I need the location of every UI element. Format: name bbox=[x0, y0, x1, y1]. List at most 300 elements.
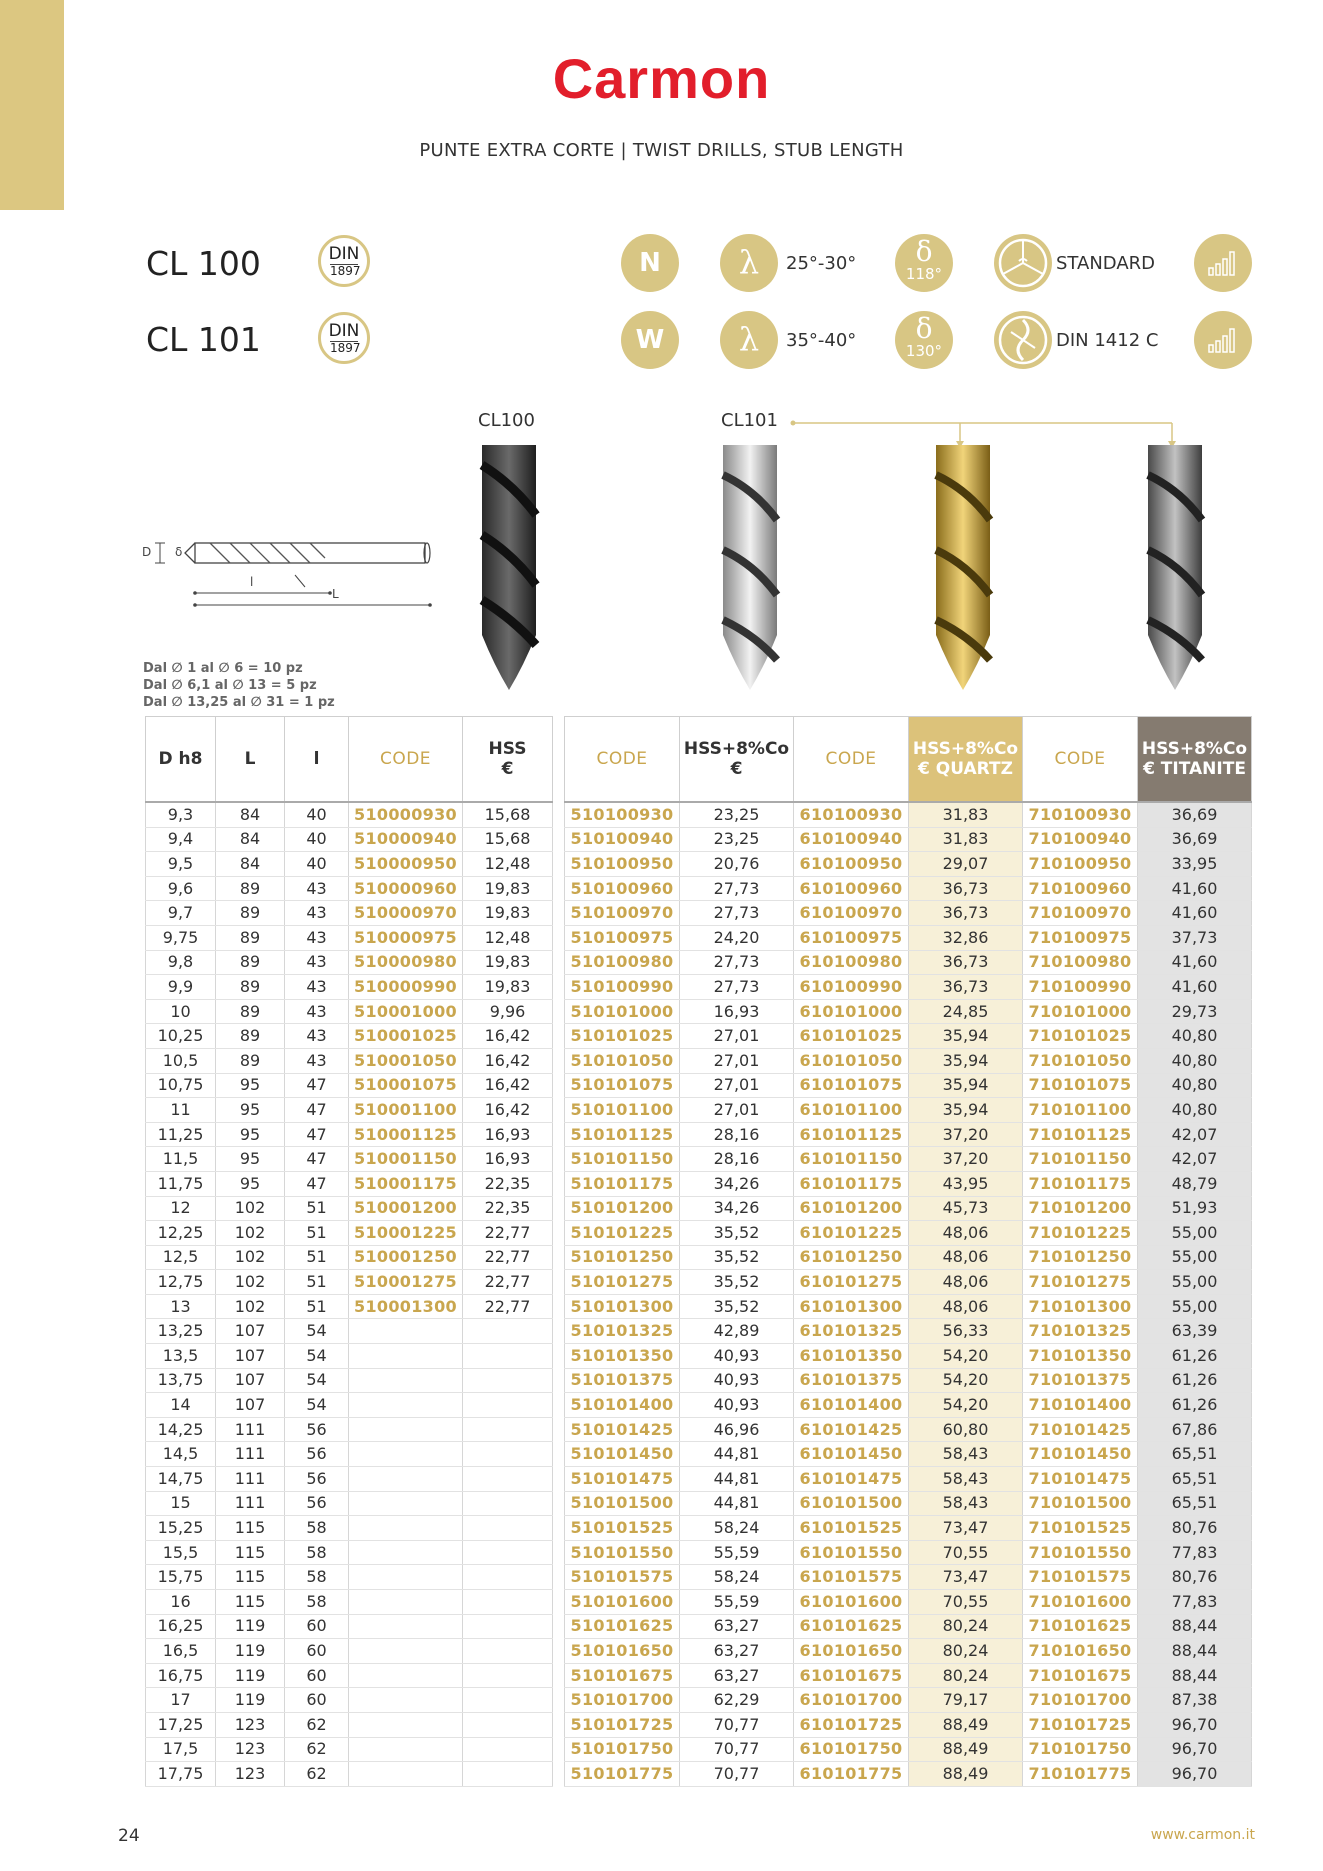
table-row bbox=[146, 1737, 553, 1762]
table-cell: 60 bbox=[285, 1639, 349, 1664]
table-cell: 40 bbox=[285, 827, 349, 852]
table-row bbox=[146, 802, 553, 827]
table-row bbox=[146, 1590, 553, 1615]
table-header-row bbox=[565, 717, 1252, 803]
table-cell: 11,75 bbox=[146, 1171, 216, 1196]
cl101-silver-drill-image bbox=[715, 445, 785, 695]
point-angle-value: 130° bbox=[905, 342, 943, 360]
table-cell bbox=[463, 1442, 553, 1467]
table-cell: 610101625 bbox=[794, 1614, 909, 1639]
table-cell: 17,75 bbox=[146, 1762, 216, 1787]
table-row bbox=[146, 1098, 553, 1123]
table-row bbox=[146, 1688, 553, 1713]
din-number: 1897 bbox=[330, 264, 361, 278]
table-cell: 111 bbox=[216, 1491, 285, 1516]
table-cell bbox=[463, 1491, 553, 1516]
table-cell: 119 bbox=[216, 1688, 285, 1713]
table-cell: 54,20 bbox=[909, 1344, 1023, 1369]
table-cell: 12,75 bbox=[146, 1270, 216, 1295]
table-cell: 43 bbox=[285, 925, 349, 950]
table-cell: 510101725 bbox=[565, 1712, 680, 1737]
table-cell bbox=[349, 1319, 463, 1344]
table-cell: 10,5 bbox=[146, 1048, 216, 1073]
table-cell: 102 bbox=[216, 1245, 285, 1270]
table-cell: 710101625 bbox=[1023, 1614, 1138, 1639]
table-cell: 61,26 bbox=[1138, 1368, 1252, 1393]
table-cell: 19,83 bbox=[463, 876, 553, 901]
din-label: DIN bbox=[328, 321, 360, 341]
table-cell: 63,27 bbox=[680, 1614, 794, 1639]
table-cell: 63,27 bbox=[680, 1639, 794, 1664]
table-row bbox=[565, 1098, 1252, 1123]
table-cell: 54 bbox=[285, 1319, 349, 1344]
drill-tip-standard-icon bbox=[994, 234, 1052, 292]
table-cell: 710100980 bbox=[1023, 950, 1138, 975]
table-cell: 34,26 bbox=[680, 1196, 794, 1221]
table-cell bbox=[463, 1663, 553, 1688]
table-cell: 710101525 bbox=[1023, 1516, 1138, 1541]
model-cl100-title: CL 100 bbox=[146, 244, 261, 283]
table-cell: 610101475 bbox=[794, 1467, 909, 1492]
tip-type-value: STANDARD bbox=[1056, 253, 1156, 274]
table-cell: 55,00 bbox=[1138, 1270, 1252, 1295]
table-cell: 48,06 bbox=[909, 1221, 1023, 1246]
table-cell: 51 bbox=[285, 1270, 349, 1295]
table-cell: 36,73 bbox=[909, 950, 1023, 975]
table-cell: 56 bbox=[285, 1491, 349, 1516]
table-cell: 610101075 bbox=[794, 1073, 909, 1098]
table-cell: 510000970 bbox=[349, 901, 463, 926]
table-cell bbox=[349, 1491, 463, 1516]
table-cell: 510001225 bbox=[349, 1221, 463, 1246]
table-cell: 48,06 bbox=[909, 1270, 1023, 1295]
table-cell: 61,26 bbox=[1138, 1344, 1252, 1369]
table-cell: 20,76 bbox=[680, 852, 794, 877]
table-cell bbox=[349, 1540, 463, 1565]
table-cell: 41,60 bbox=[1138, 950, 1252, 975]
table-cell: 510001250 bbox=[349, 1245, 463, 1270]
table-cell: 80,24 bbox=[909, 1663, 1023, 1688]
table-cell: 48,79 bbox=[1138, 1171, 1252, 1196]
table-cell: 10,75 bbox=[146, 1073, 216, 1098]
table-row bbox=[565, 1614, 1252, 1639]
table-cell: 510001025 bbox=[349, 1024, 463, 1049]
table-cell: 710101500 bbox=[1023, 1491, 1138, 1516]
table-cell: 88,49 bbox=[909, 1737, 1023, 1762]
table-cell: 84 bbox=[216, 852, 285, 877]
table-cell: 9,6 bbox=[146, 876, 216, 901]
table-cell: 51 bbox=[285, 1245, 349, 1270]
table-cell: 510101300 bbox=[565, 1294, 680, 1319]
table-cell: 510101750 bbox=[565, 1737, 680, 1762]
table-cell: 22,35 bbox=[463, 1196, 553, 1221]
table-cell: 610101300 bbox=[794, 1294, 909, 1319]
table-cell: 510101450 bbox=[565, 1442, 680, 1467]
diagram-label-big-l: L bbox=[332, 587, 339, 601]
table-cell: 35,52 bbox=[680, 1245, 794, 1270]
table-row bbox=[146, 852, 553, 877]
table-cell: 89 bbox=[216, 999, 285, 1024]
table-cell: 710101325 bbox=[1023, 1319, 1138, 1344]
table-cell: 510100950 bbox=[565, 852, 680, 877]
table-cell: 11 bbox=[146, 1098, 216, 1123]
table-cell: 510101775 bbox=[565, 1762, 680, 1787]
cl101-titanite-drill-image bbox=[1140, 445, 1210, 695]
table-cell: 610101375 bbox=[794, 1368, 909, 1393]
table-row bbox=[565, 1762, 1252, 1787]
table-cell: 115 bbox=[216, 1540, 285, 1565]
table-cell: 37,20 bbox=[909, 1122, 1023, 1147]
page-subtitle: PUNTE EXTRA CORTE | TWIST DRILLS, STUB LENGTH bbox=[419, 140, 904, 161]
table-cell: 54,20 bbox=[909, 1368, 1023, 1393]
table-cell: 96,70 bbox=[1138, 1712, 1252, 1737]
table-cell: 107 bbox=[216, 1368, 285, 1393]
table-cell bbox=[349, 1393, 463, 1418]
table-row bbox=[146, 950, 553, 975]
table-cell: 510001075 bbox=[349, 1073, 463, 1098]
table-cell: 40,80 bbox=[1138, 1098, 1252, 1123]
table-cell: 610101650 bbox=[794, 1639, 909, 1664]
table-cell bbox=[463, 1393, 553, 1418]
table-cell: 9,96 bbox=[463, 999, 553, 1024]
table-cell: 42,07 bbox=[1138, 1147, 1252, 1172]
table-row bbox=[565, 1712, 1252, 1737]
table-cell: 55,59 bbox=[680, 1540, 794, 1565]
table-cell: 710101775 bbox=[1023, 1762, 1138, 1787]
table-cell: 610100980 bbox=[794, 950, 909, 975]
table-cell: 16,25 bbox=[146, 1614, 216, 1639]
col-header-length: L bbox=[216, 717, 285, 803]
cl100-black-drill-image bbox=[474, 445, 544, 695]
table-row bbox=[146, 1344, 553, 1369]
table-cell: 56 bbox=[285, 1467, 349, 1492]
table-row bbox=[565, 975, 1252, 1000]
table-cell: 123 bbox=[216, 1762, 285, 1787]
table-cell: 510101550 bbox=[565, 1540, 680, 1565]
din-label: DIN bbox=[328, 244, 360, 264]
table-cell: 41,60 bbox=[1138, 975, 1252, 1000]
table-cell: 107 bbox=[216, 1319, 285, 1344]
table-cell bbox=[349, 1368, 463, 1393]
diagram-label-l: l bbox=[250, 575, 254, 589]
table-cell bbox=[349, 1688, 463, 1713]
table-cell: 47 bbox=[285, 1073, 349, 1098]
table-cell: 45,73 bbox=[909, 1196, 1023, 1221]
table-row bbox=[146, 1073, 553, 1098]
table-cell: 27,01 bbox=[680, 1073, 794, 1098]
table-cell: 510101250 bbox=[565, 1245, 680, 1270]
table-cell: 40,93 bbox=[680, 1344, 794, 1369]
table-cell: 54,20 bbox=[909, 1393, 1023, 1418]
table-cell: 510101400 bbox=[565, 1393, 680, 1418]
table-cell: 13,75 bbox=[146, 1368, 216, 1393]
col-header-code: CODE bbox=[794, 717, 909, 803]
table-cell: 35,94 bbox=[909, 1024, 1023, 1049]
table-cell bbox=[349, 1467, 463, 1492]
table-row bbox=[565, 1171, 1252, 1196]
table-cell: 95 bbox=[216, 1098, 285, 1123]
table-cell bbox=[463, 1639, 553, 1664]
table-cell: 43 bbox=[285, 876, 349, 901]
table-cell: 43 bbox=[285, 950, 349, 975]
table-cell: 119 bbox=[216, 1639, 285, 1664]
table-row bbox=[565, 1491, 1252, 1516]
table-cell: 27,73 bbox=[680, 901, 794, 926]
table-cell: 710101025 bbox=[1023, 1024, 1138, 1049]
table-row bbox=[565, 1073, 1252, 1098]
table-cell: 35,94 bbox=[909, 1073, 1023, 1098]
table-cell: 36,69 bbox=[1138, 802, 1252, 827]
table-cell: 29,73 bbox=[1138, 999, 1252, 1024]
table-cell: 24,20 bbox=[680, 925, 794, 950]
table-cell: 510101375 bbox=[565, 1368, 680, 1393]
table-cell bbox=[463, 1712, 553, 1737]
table-cell: 16,5 bbox=[146, 1639, 216, 1664]
table-cell bbox=[349, 1516, 463, 1541]
table-cell: 95 bbox=[216, 1147, 285, 1172]
table-row bbox=[565, 1590, 1252, 1615]
table-cell bbox=[463, 1467, 553, 1492]
table-cell: 510101525 bbox=[565, 1516, 680, 1541]
table-row bbox=[146, 1516, 553, 1541]
table-row bbox=[146, 1221, 553, 1246]
table-cell: 12,48 bbox=[463, 925, 553, 950]
diagram-label-d: D bbox=[142, 545, 152, 559]
table-cell: 510000930 bbox=[349, 802, 463, 827]
website-link[interactable]: www.carmon.it bbox=[1150, 1827, 1255, 1843]
table-row bbox=[565, 1270, 1252, 1295]
table-cell: 40,80 bbox=[1138, 1048, 1252, 1073]
table-cell: 510101500 bbox=[565, 1491, 680, 1516]
table-row bbox=[146, 1024, 553, 1049]
table-cell: 16,93 bbox=[680, 999, 794, 1024]
table-row bbox=[146, 1270, 553, 1295]
table-cell: 510101425 bbox=[565, 1417, 680, 1442]
table-cell: 89 bbox=[216, 925, 285, 950]
table-cell: 15 bbox=[146, 1491, 216, 1516]
table-cell: 111 bbox=[216, 1442, 285, 1467]
table-cell: 19,83 bbox=[463, 901, 553, 926]
table-cell: 62 bbox=[285, 1737, 349, 1762]
delta-symbol: δ bbox=[915, 235, 933, 268]
col-header-titanite-price: HSS+8%Co € TITANITE bbox=[1138, 717, 1252, 803]
table-cell: 37,20 bbox=[909, 1147, 1023, 1172]
table-cell: 67,86 bbox=[1138, 1417, 1252, 1442]
table-cell: 40,80 bbox=[1138, 1073, 1252, 1098]
table-cell bbox=[349, 1442, 463, 1467]
table-cell bbox=[463, 1344, 553, 1369]
table-cell: 55,00 bbox=[1138, 1245, 1252, 1270]
col-header-hssco-price: HSS+8%Co € bbox=[680, 717, 794, 803]
table-cell: 40,93 bbox=[680, 1368, 794, 1393]
table-cell: 510001050 bbox=[349, 1048, 463, 1073]
table-row bbox=[565, 1393, 1252, 1418]
table-cell: 16,93 bbox=[463, 1122, 553, 1147]
table-cell: 610101500 bbox=[794, 1491, 909, 1516]
table-cell: 510001100 bbox=[349, 1098, 463, 1123]
table-cell: 95 bbox=[216, 1073, 285, 1098]
table-cell bbox=[463, 1565, 553, 1590]
page-number: 24 bbox=[118, 1826, 140, 1846]
table-cell: 610101200 bbox=[794, 1196, 909, 1221]
table-row bbox=[565, 802, 1252, 827]
table-cell: 102 bbox=[216, 1196, 285, 1221]
table-row bbox=[565, 1417, 1252, 1442]
table-cell: 510100980 bbox=[565, 950, 680, 975]
table-cell: 44,81 bbox=[680, 1442, 794, 1467]
table-cell: 510001125 bbox=[349, 1122, 463, 1147]
table-cell: 12,25 bbox=[146, 1221, 216, 1246]
table-cell: 80,76 bbox=[1138, 1516, 1252, 1541]
table-cell bbox=[349, 1639, 463, 1664]
table-cell: 710101000 bbox=[1023, 999, 1138, 1024]
table-cell: 15,68 bbox=[463, 827, 553, 852]
table-row bbox=[565, 852, 1252, 877]
table-cell: 58 bbox=[285, 1516, 349, 1541]
table-cell: 77,83 bbox=[1138, 1590, 1252, 1615]
table-cell: 510101275 bbox=[565, 1270, 680, 1295]
table-cell bbox=[349, 1737, 463, 1762]
table-cell bbox=[349, 1590, 463, 1615]
table-cell: 710101350 bbox=[1023, 1344, 1138, 1369]
table-cell: 510101475 bbox=[565, 1467, 680, 1492]
table-cell: 13,5 bbox=[146, 1344, 216, 1369]
drill-tip-split-icon bbox=[994, 311, 1052, 369]
table-cell: 123 bbox=[216, 1737, 285, 1762]
table-cell: 510001300 bbox=[349, 1294, 463, 1319]
table-cell: 710100975 bbox=[1023, 925, 1138, 950]
table-cell: 17,5 bbox=[146, 1737, 216, 1762]
table-row bbox=[565, 1344, 1252, 1369]
table-cell: 16,42 bbox=[463, 1048, 553, 1073]
table-cell bbox=[463, 1762, 553, 1787]
table-cell: 60,80 bbox=[909, 1417, 1023, 1442]
table-cell: 89 bbox=[216, 1024, 285, 1049]
table-cell bbox=[463, 1516, 553, 1541]
table-cell: 48,06 bbox=[909, 1245, 1023, 1270]
table-row bbox=[565, 1245, 1252, 1270]
table-cell: 510000960 bbox=[349, 876, 463, 901]
table-cell: 88,44 bbox=[1138, 1663, 1252, 1688]
table-cell: 89 bbox=[216, 950, 285, 975]
table-cell: 710101475 bbox=[1023, 1467, 1138, 1492]
table-cell: 510101350 bbox=[565, 1344, 680, 1369]
table-cell: 28,16 bbox=[680, 1147, 794, 1172]
table-cell: 9,5 bbox=[146, 852, 216, 877]
table-cell: 51 bbox=[285, 1294, 349, 1319]
table-cell: 22,77 bbox=[463, 1294, 553, 1319]
table-row bbox=[146, 999, 553, 1024]
table-cell: 24,85 bbox=[909, 999, 1023, 1024]
table-cell: 79,17 bbox=[909, 1688, 1023, 1713]
table-cell: 55,59 bbox=[680, 1590, 794, 1615]
table-row bbox=[146, 1122, 553, 1147]
table-cell: 60 bbox=[285, 1688, 349, 1713]
table-cell: 610101575 bbox=[794, 1565, 909, 1590]
delta-symbol: δ bbox=[915, 312, 933, 345]
performance-bars-icon bbox=[1194, 234, 1252, 292]
table-cell: 65,51 bbox=[1138, 1491, 1252, 1516]
table-cell: 88,49 bbox=[909, 1762, 1023, 1787]
table-cell: 89 bbox=[216, 901, 285, 926]
table-row bbox=[565, 1024, 1252, 1049]
table-row bbox=[146, 827, 553, 852]
table-cell: 610101775 bbox=[794, 1762, 909, 1787]
table-cell: 710101425 bbox=[1023, 1417, 1138, 1442]
table-row bbox=[146, 1467, 553, 1492]
table-cell: 115 bbox=[216, 1516, 285, 1541]
table-cell: 35,52 bbox=[680, 1294, 794, 1319]
table-cell: 17 bbox=[146, 1688, 216, 1713]
table-cell: 40 bbox=[285, 852, 349, 877]
table-cell: 27,73 bbox=[680, 975, 794, 1000]
table-row bbox=[565, 876, 1252, 901]
table-cell: 89 bbox=[216, 876, 285, 901]
table-cell: 46,96 bbox=[680, 1417, 794, 1442]
table-cell bbox=[463, 1737, 553, 1762]
table-cell: 710100940 bbox=[1023, 827, 1138, 852]
table-cell: 88,44 bbox=[1138, 1639, 1252, 1664]
table-cell: 35,94 bbox=[909, 1048, 1023, 1073]
col-header-quartz-price: HSS+8%Co € QUARTZ bbox=[909, 717, 1023, 803]
table-row bbox=[146, 925, 553, 950]
table-cell: 610101150 bbox=[794, 1147, 909, 1172]
table-cell bbox=[349, 1762, 463, 1787]
col-header-hss-price: HSS € bbox=[463, 717, 553, 803]
table-row bbox=[565, 1663, 1252, 1688]
table-cell: 510101325 bbox=[565, 1319, 680, 1344]
table-cell: 35,52 bbox=[680, 1221, 794, 1246]
table-cell bbox=[463, 1417, 553, 1442]
table-cell: 710101400 bbox=[1023, 1393, 1138, 1418]
table-cell bbox=[463, 1688, 553, 1713]
pack-line: Dal ∅ 6,1 al ∅ 13 = 5 pz bbox=[143, 678, 317, 693]
table-cell: 95 bbox=[216, 1122, 285, 1147]
table-cell: 710101175 bbox=[1023, 1171, 1138, 1196]
table-cell: 710100930 bbox=[1023, 802, 1138, 827]
table-cell bbox=[463, 1590, 553, 1615]
table-cell: 58,24 bbox=[680, 1516, 794, 1541]
table-cell: 610101450 bbox=[794, 1442, 909, 1467]
table-row bbox=[146, 1491, 553, 1516]
table-row bbox=[146, 1614, 553, 1639]
table-cell: 51,93 bbox=[1138, 1196, 1252, 1221]
table-cell: 10,25 bbox=[146, 1024, 216, 1049]
din-number: 1897 bbox=[330, 341, 361, 355]
table-cell: 610101525 bbox=[794, 1516, 909, 1541]
table-cell: 48,06 bbox=[909, 1294, 1023, 1319]
table-cell: 710101275 bbox=[1023, 1270, 1138, 1295]
table-cell: 28,16 bbox=[680, 1122, 794, 1147]
table-cell: 54 bbox=[285, 1344, 349, 1369]
table-cell: 27,01 bbox=[680, 1098, 794, 1123]
table-cell: 70,77 bbox=[680, 1712, 794, 1737]
table-cell: 31,83 bbox=[909, 802, 1023, 827]
table-cell: 47 bbox=[285, 1122, 349, 1147]
table-cell: 23,25 bbox=[680, 802, 794, 827]
table-cell: 510101575 bbox=[565, 1565, 680, 1590]
table-cell bbox=[463, 1540, 553, 1565]
table-row bbox=[565, 1147, 1252, 1172]
table-cell: 9,9 bbox=[146, 975, 216, 1000]
table-cell: 19,83 bbox=[463, 975, 553, 1000]
table-row bbox=[146, 1048, 553, 1073]
table-cell: 58,43 bbox=[909, 1491, 1023, 1516]
cl101-image-label: CL101 bbox=[721, 410, 778, 431]
table-row bbox=[146, 1442, 553, 1467]
table-cell: 77,83 bbox=[1138, 1540, 1252, 1565]
table-cell: 47 bbox=[285, 1171, 349, 1196]
